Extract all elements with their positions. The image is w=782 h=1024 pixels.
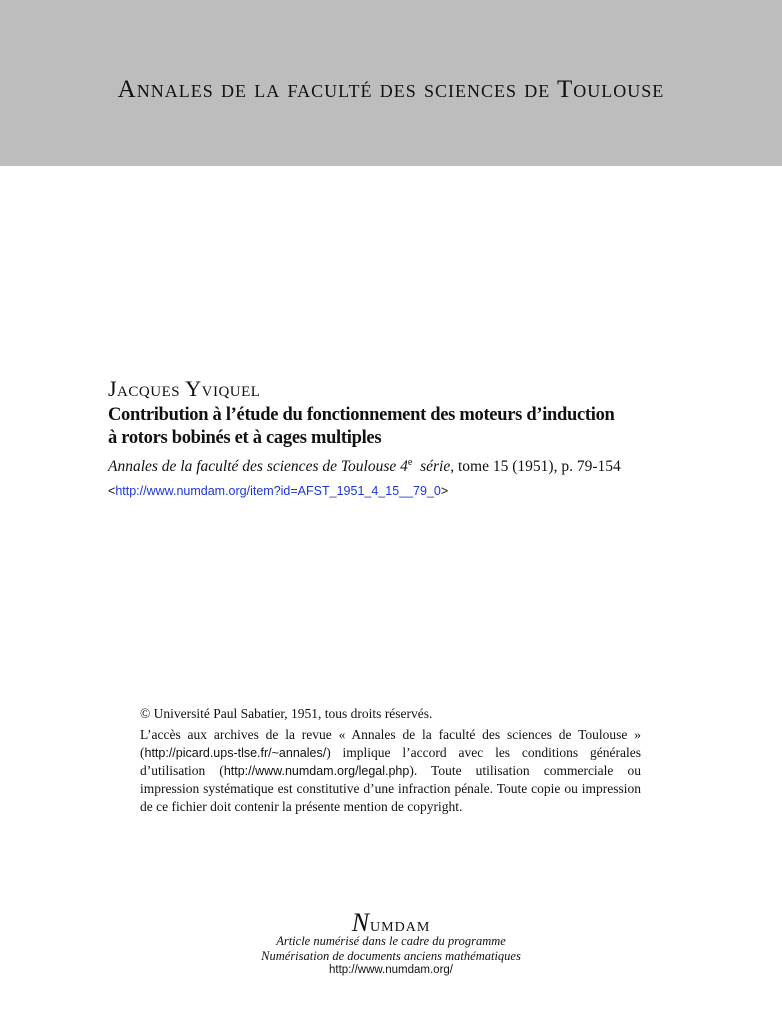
link-close-bracket: > (440, 484, 449, 498)
paper-title-line-2: à rotors bobinés et à cages multiples (108, 428, 382, 448)
journal-title: Annales de la faculté des sciences de Toulouse (117, 76, 665, 103)
link-open-bracket: < (108, 484, 116, 498)
citation-superscript: e (407, 457, 413, 468)
legal-text-2: ) implique l’accord avec les conditions générales d’utilisation ( (140, 745, 641, 778)
annales-url[interactable]: http://picard.ups-tlse.fr/~annales/ (144, 746, 327, 760)
numdam-logo-initial: N (351, 908, 371, 937)
citation-journal: Annales de la faculté des sciences de Toulouse 4 (108, 458, 408, 476)
legal-url[interactable]: http://www.numdam.org/legal.php (223, 764, 410, 778)
copyright-notice: © Université Paul Sabatier, 1951, tous droits réservés. (140, 706, 433, 721)
article-link-line (108, 484, 448, 498)
numdam-line-1: Article numérisé dans le cadre du programme (276, 934, 506, 948)
legal-text-1: L’accès aux archives de la revue « Annales de la faculté des sciences de Toulouse » ( (140, 727, 641, 760)
citation (108, 457, 621, 476)
legal-notice (140, 726, 641, 816)
author-name: Jacques Yviquel (108, 376, 261, 401)
citation-series: série (420, 458, 451, 476)
numdam-line-2: Numérisation de documents anciens mathématiques (261, 949, 521, 963)
numdam-logo-rest: umdam (370, 914, 431, 936)
legal-text-3: ). Toute utilisation commerciale ou impression systématique est constitutive d’une infraction pénale. Toute copie ou impression de ce fichier doit contenir la présente mention de copyright. (140, 763, 641, 814)
header-band (0, 0, 782, 166)
article-link[interactable]: http://www.numdam.org/item?id=AFST_1951_4_15__79_0 (115, 484, 441, 498)
paper-title (108, 404, 668, 450)
numdam-url[interactable]: http://www.numdam.org/ (329, 964, 453, 976)
paper-title-line-1: Contribution à l’étude du fonctionnement des moteurs d’induction (108, 405, 615, 425)
citation-details: , tome 15 (1951), p. 79-154 (450, 458, 621, 476)
